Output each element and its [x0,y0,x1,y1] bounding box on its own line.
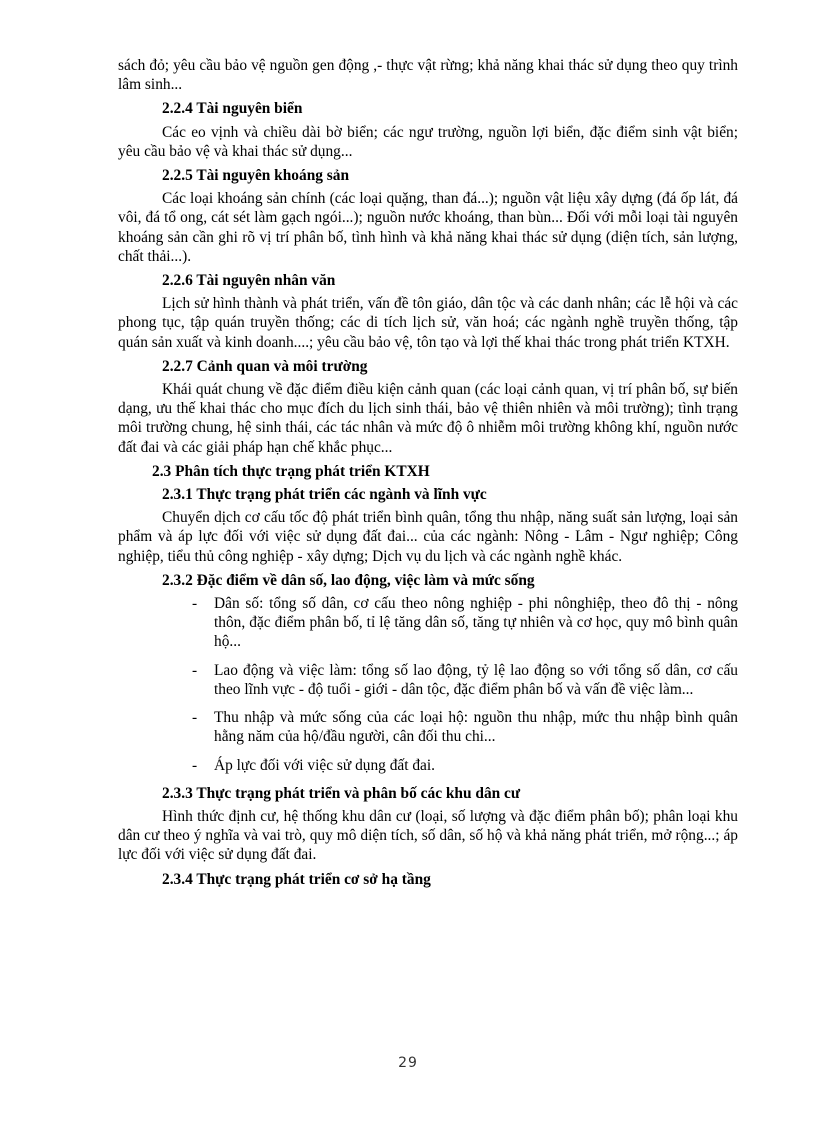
paragraph: Các loại khoáng sản chính (các loại quặng, than đá...); nguồn vật liệu xây dựng (đá ốp lát, đá vôi, đá tổ ong, cát sét làm gạch ngói...); nguồn nước khoáng, than bùn... Đối với mỗi loại tài nguyên khoáng sản cần ghi rõ vị trí phân bố, tình hình và khả năng khai thác sử dụng (diện tích, sản lượng, chất thải...). [118,190,738,265]
subsection-heading: 2.2.7 Cảnh quan và môi trường [162,357,368,375]
subsection-heading: 2.3.2 Đặc điểm về dân số, lao động, việc làm và mức sống [162,571,535,589]
subsection-heading: 2.3.4 Thực trạng phát triển cơ sở hạ tầng [162,870,431,888]
list-item-text: Lao động và việc làm: tổng số lao động, tỷ lệ lao động so với tổng số dân, cơ cấu theo lĩnh vực - độ tuổi - giới - dân tộc, đặc điểm phân bố và vấn đề việc làm... [214,661,738,698]
paragraph: sách đỏ; yêu cầu bảo vệ nguồn gen động ,- thực vật rừng; khả năng khai thác sử dụng theo quy trình lâm sinh... [118,57,738,94]
subsection-heading: 2.2.6 Tài nguyên nhân văn [162,272,336,290]
page-content [118,56,738,893]
list-dash: - [192,661,198,679]
subsection-heading: 2.2.5 Tài nguyên khoáng sản [162,167,350,185]
list-item [118,708,738,746]
subsection-heading: 2.3.1 Thực trạng phát triển các ngành và lĩnh vực [162,486,487,504]
list-item-text: Thu nhập và mức sống của các loại hộ: nguồn thu nhập, mức thu nhập bình quân hằng năm của hộ/đầu người, cân đối thu chi... [214,709,738,746]
list-item [118,756,738,775]
list-item [118,594,738,652]
subsection-heading: 2.2.4 Tài nguyên biển [162,100,303,118]
list-dash: - [192,756,198,774]
list-item [118,661,738,699]
list-item-text: Áp lực đối với việc sử dụng đất đai. [214,756,436,774]
list-item-text: Dân số: tổng số dân, cơ cấu theo nông nghiệp - phi nônghiệp, theo đô thị - nông thôn, đặc điểm phân bố, tỉ lệ tăng dân số, tăng tự nhiên và cơ học, quy mô bình quân hộ... [214,595,738,651]
paragraph: Chuyển dịch cơ cấu tốc độ phát triển bình quân, tổng thu nhập, năng suất sản lượng, loại sản phẩm và áp lực đối với việc sử dụng đất đai... của các ngành: Nông - Lâm - Ngư nghiệp; Công nghiệp, tiểu thủ công nghiệp - xây dựng; Dịch vụ du lịch và các ngành nghề khác. [118,509,738,565]
paragraph: Khái quát chung về đặc điểm điều kiện cảnh quan (các loại cảnh quan, vị trí phân bố, sự biến dạng, ưu thế khai thác cho mục đích du lịch sinh thái, bảo vệ thiên nhiên và môi trường); tình trạng môi trường chung, hệ sinh thái, các tác nhân và mức độ ô nhiễm môi trường không khí, nguồn nước đất đai và các giải pháp hạn chế khắc phục... [118,381,738,456]
paragraph: Các eo vịnh và chiều dài bờ biển; các ngư trường, nguồn lợi biển, đặc điểm sinh vật biển; yêu cầu bảo vệ và khai thác sử dụng... [118,123,738,160]
page-number: 29 [398,1055,418,1071]
list-dash: - [192,709,198,727]
subsection-heading: 2.3.3 Thực trạng phát triển và phân bố các khu dân cư [162,784,521,802]
paragraph: Lịch sử hình thành và phát triển, vấn đề tôn giáo, dân tộc và các danh nhân; các lễ hội và các phong tục, tập quán truyền thống; các di tích lịch sử, văn hoá; các ngành nghề truyền thống, tập quán sản xuất và kinh doanh....; yêu cầu bảo vệ, tôn tạo và lợi thế khai thác trong phát triển KTXH. [118,295,738,351]
list-dash: - [192,595,198,613]
bullet-list [118,594,738,775]
section-heading: 2.3 Phân tích thực trạng phát triển KTXH [152,462,430,480]
paragraph: Hình thức định cư, hệ thống khu dân cư (loại, số lượng và đặc điểm phân bố); phân loại khu dân cư theo ý nghĩa và vai trò, quy mô diện tích, số dân, số hộ và khả năng phát triển, mở rộng...; áp lực đối với việc sử dụng đất đai. [118,807,738,864]
